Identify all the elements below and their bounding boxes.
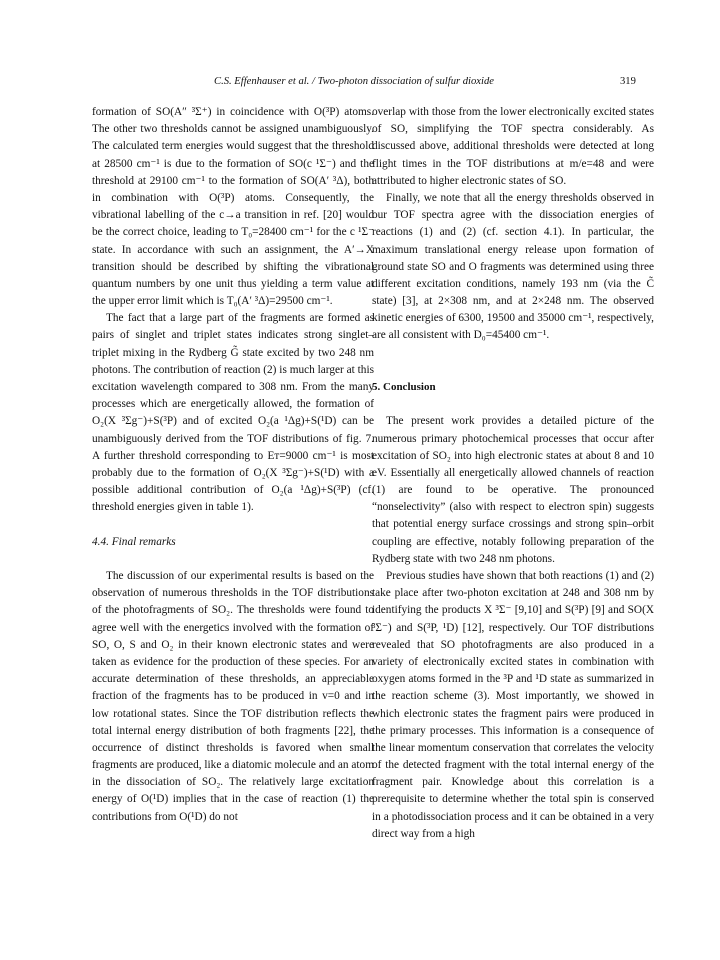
subsection-heading: 4.4. Final remarks [92,535,176,548]
left-column [92,104,374,826]
page-number: 319 [620,76,636,87]
paragraph: formation of SO(A″ ³Σ⁺) in coincidence with O(³P) atoms. The other two thresholds cannot be assigned unambiguously. The calculated term energies would suggest that the threshold at 28500 cm⁻¹ is due to the formation of SO(c ¹Σ⁻) and the threshold at 29100 cm⁻¹ to the formation of SO(A′ ³Δ), both in combination with O(³P) atoms. Consequently, the vibrational labelling of the c→a transition in ref. [20] would be the correct choice, leading to T₀=28400 cm⁻¹ for the c ¹Σ⁻ state. In accordance with such an assignment, the A′→X transition should be described by shifting the vibrational quantum numbers by one unit thus yielding a term value at the upper error limit which is T₀(A′ ³Δ)=29500 cm⁻¹. [92,106,374,308]
paragraph: The present work provides a detailed picture of the numerous primary photochemical processes that occur after excitation of SO₂ into high electronic states at about 8 and 10 eV. Essentially all energetically allowed channels of reaction (1) are found to be operative. The pronounced “nonselectivity” (also with respect to electron spin) suggests that potential energy surface crossings and strong spin–orbit coupling are effective, notably following preparation of the Rydberg state with two 248 nm photons. [372,415,654,565]
paragraph: Finally, we note that all the energy thresholds observed in our TOF spectra agree with the dissociation energies of reactions (1) and (2) (cf. section 4.1). In particular, the maximum translational energy release upon formation of ground state SO and O fragments was determined using three different excitation conditions, namely 193 nm (via the C̃ state) [3], at 2×308 nm, and at 2×248 nm. The observed kinetic energies of 6300, 19500 and 35000 cm⁻¹, respectively, are all consistent with D₀=45400 cm⁻¹. [372,191,654,342]
paragraph: The discussion of our experimental results is based on the observation of numerous thresholds in the TOF distributions of the photofragments of SO₂. The thresholds were found to agree well with the energetics involved with the formation of SO, O, S and O₂ in their known electronic states and were taken as evidence for the production of these species. For an accurate determination of these thresholds, an appreciable fraction of the fragments has to be produced in v=0 and in low rotational states. Since the TOF distribution reflects the total internal energy distribution of both fragments [22], the occurrence of distinct thresholds is favored when small fragments are produced, like a diatomic molecule and an atom in the dissociation of SO₂. The relatively large excitation energy of O(¹D) implies that in the case of reaction (1) the contributions from O(¹D) do not [92,570,374,823]
paragraph: overlap with those from the lower electronically excited states of SO, simplifying the TOF spectra considerably. As discussed above, additional thresholds were detected at long flight times in the TOF distributions at m/e=48 and were attributed to higher electronic states of SO. [372,106,654,187]
right-column [372,104,654,843]
running-header [0,74,720,90]
paragraph: Previous studies have shown that both reactions (1) and (2) take place after two-photon excitation at 248 and 308 nm by identifying the products X ³Σ⁻ [9,10] and S(³P) [9] and SO(X ³Σ⁻) and S(³P, ¹D) [12], respectively. Our TOF distributions revealed that SO photofragments are also produced in a variety of electronically excited states in combination with oxygen atoms formed in the ³P and ¹D state as summarized in the reaction scheme (3). Most importantly, we showed in which electronic states the fragment pairs were produced in the primary processes. This information is a consequence of the linear momentum conservation that correlates the velocity of the detected fragment with the total internal energy of the fragment pair. Knowledge about this correlation is a prerequisite to determine whether the total spin is conserved in a photodissociation process and it can be obtained in a very direct way from a high [372,570,654,840]
section-heading: 5. Conclusion [372,380,436,393]
paragraph: The fact that a large part of the fragments are formed as pairs of singlet and triplet states indicates strong singlet–triplet mixing in the Rydberg G̃ state excited by two 248 nm photons. The contribution of reaction (2) is much larger at this excitation wavelength compared to 308 nm. From the many processes which are energetically allowed, the formation of O₂(X ³Σg⁻)+S(³P) and of excited O₂(a ¹Δg)+S(¹D) can be unambiguously derived from the TOF distributions of fig. 7. A further threshold corresponding to Eᴛ=9000 cm⁻¹ is most probably due to the formation of O₂(X ³Σg⁻)+S(¹D) with a possible additional contribution of O₂(a ¹Δg)+S(³P) (cf. threshold energies given in table 1). [92,312,374,514]
running-title: C.S. Effenhauser et al. / Two-photon dissociation of sulfur dioxide [214,76,494,87]
